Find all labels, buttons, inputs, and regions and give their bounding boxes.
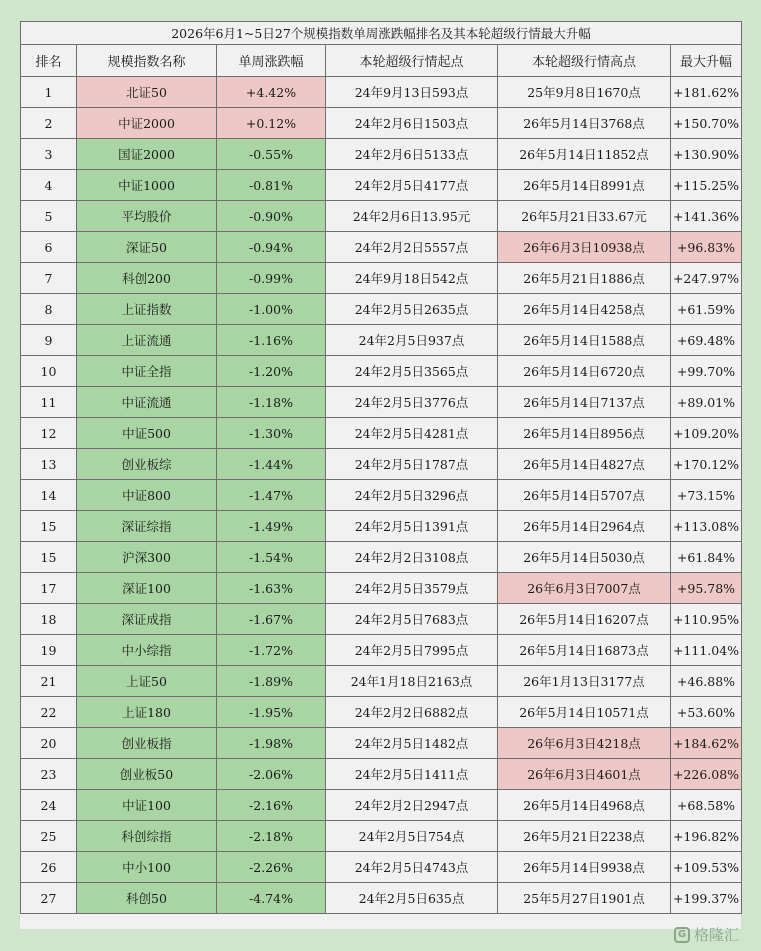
table-row	[21, 542, 742, 573]
cell-weekly-change: -1.98%	[217, 728, 326, 759]
cell-index-name: 国证2000	[77, 139, 217, 170]
cell-rank: 15	[21, 511, 77, 542]
cell-rank: 20	[21, 728, 77, 759]
cell-index-name: 中小综指	[77, 635, 217, 666]
cell-weekly-change: -1.00%	[217, 294, 326, 325]
cell-rally-start: 24年1月18日2163点	[326, 666, 498, 697]
cell-rank: 23	[21, 759, 77, 790]
cell-rank: 4	[21, 170, 77, 201]
cell-rally-high: 26年5月14日16873点	[498, 635, 671, 666]
cell-rally-start: 24年2月2日6882点	[326, 697, 498, 728]
gelonghui-logo-icon: G	[674, 927, 690, 943]
table-row	[21, 573, 742, 604]
cell-weekly-change: -2.18%	[217, 821, 326, 852]
cell-weekly-change: -1.95%	[217, 697, 326, 728]
cell-index-name: 中证1000	[77, 170, 217, 201]
cell-rally-high: 26年6月3日4601点	[498, 759, 671, 790]
cell-weekly-change: -1.30%	[217, 418, 326, 449]
cell-rally-high: 26年5月21日2238点	[498, 821, 671, 852]
cell-max-gain: +150.70%	[671, 108, 742, 139]
cell-max-gain: +110.95%	[671, 604, 742, 635]
table-title-row	[21, 22, 742, 45]
cell-weekly-change: -1.63%	[217, 573, 326, 604]
cell-max-gain: +184.62%	[671, 728, 742, 759]
header-rally-high: 本轮超级行情高点	[498, 45, 671, 77]
cell-max-gain: +113.08%	[671, 511, 742, 542]
cell-rally-start: 24年2月6日13.95元	[326, 201, 498, 232]
cell-weekly-change: -2.16%	[217, 790, 326, 821]
table-row	[21, 263, 742, 294]
cell-rally-high: 26年5月14日5030点	[498, 542, 671, 573]
cell-max-gain: +170.12%	[671, 449, 742, 480]
cell-rally-start: 24年2月2日5557点	[326, 232, 498, 263]
table-row	[21, 728, 742, 759]
cell-rally-high: 26年5月14日10571点	[498, 697, 671, 728]
cell-rank: 10	[21, 356, 77, 387]
cell-rank: 8	[21, 294, 77, 325]
cell-rank: 9	[21, 325, 77, 356]
cell-rally-start: 24年2月5日3579点	[326, 573, 498, 604]
cell-weekly-change: -1.72%	[217, 635, 326, 666]
cell-rank: 14	[21, 480, 77, 511]
cell-rally-start: 24年2月5日4281点	[326, 418, 498, 449]
cell-max-gain: +61.84%	[671, 542, 742, 573]
cell-max-gain: +226.08%	[671, 759, 742, 790]
cell-index-name: 深证成指	[77, 604, 217, 635]
cell-index-name: 中证全指	[77, 356, 217, 387]
table-row	[21, 480, 742, 511]
table-row	[21, 387, 742, 418]
cell-index-name: 上证180	[77, 697, 217, 728]
cell-rank: 17	[21, 573, 77, 604]
cell-index-name: 平均股价	[77, 201, 217, 232]
cell-index-name: 中小100	[77, 852, 217, 883]
cell-max-gain: +69.48%	[671, 325, 742, 356]
table-row	[21, 418, 742, 449]
cell-index-name: 中证100	[77, 790, 217, 821]
cell-index-name: 沪深300	[77, 542, 217, 573]
index-ranking-table	[20, 21, 742, 914]
cell-index-name: 科创200	[77, 263, 217, 294]
cell-rally-start: 24年2月2日2947点	[326, 790, 498, 821]
cell-max-gain: +61.59%	[671, 294, 742, 325]
cell-weekly-change: -1.20%	[217, 356, 326, 387]
cell-rank: 24	[21, 790, 77, 821]
table-row	[21, 170, 742, 201]
cell-rank: 11	[21, 387, 77, 418]
cell-max-gain: +96.83%	[671, 232, 742, 263]
cell-index-name: 深证50	[77, 232, 217, 263]
cell-rank: 18	[21, 604, 77, 635]
cell-rally-high: 26年5月14日8956点	[498, 418, 671, 449]
table-row	[21, 635, 742, 666]
cell-max-gain: +95.78%	[671, 573, 742, 604]
cell-rally-start: 24年2月5日3296点	[326, 480, 498, 511]
cell-rally-high: 26年5月21日1886点	[498, 263, 671, 294]
cell-weekly-change: -0.90%	[217, 201, 326, 232]
cell-weekly-change: -1.47%	[217, 480, 326, 511]
cell-index-name: 科创50	[77, 883, 217, 914]
cell-rally-start: 24年2月5日1411点	[326, 759, 498, 790]
table-row	[21, 232, 742, 263]
cell-rally-high: 26年1月13日3177点	[498, 666, 671, 697]
cell-rank: 27	[21, 883, 77, 914]
cell-max-gain: +68.58%	[671, 790, 742, 821]
cell-weekly-change: -1.67%	[217, 604, 326, 635]
table-row	[21, 821, 742, 852]
cell-index-name: 创业板指	[77, 728, 217, 759]
cell-rank: 1	[21, 77, 77, 108]
cell-max-gain: +89.01%	[671, 387, 742, 418]
cell-rank: 5	[21, 201, 77, 232]
table-row	[21, 759, 742, 790]
cell-index-name: 中证800	[77, 480, 217, 511]
cell-max-gain: +196.82%	[671, 821, 742, 852]
cell-rally-start: 24年2月5日7995点	[326, 635, 498, 666]
cell-rally-high: 26年5月21日33.67元	[498, 201, 671, 232]
cell-max-gain: +199.37%	[671, 883, 742, 914]
cell-rank: 21	[21, 666, 77, 697]
cell-max-gain: +115.25%	[671, 170, 742, 201]
cell-rank: 19	[21, 635, 77, 666]
cell-weekly-change: +4.42%	[217, 77, 326, 108]
cell-rank: 3	[21, 139, 77, 170]
table-row	[21, 852, 742, 883]
cell-rally-high: 26年5月14日6720点	[498, 356, 671, 387]
cell-max-gain: +99.70%	[671, 356, 742, 387]
cell-index-name: 科创综指	[77, 821, 217, 852]
cell-weekly-change: +0.12%	[217, 108, 326, 139]
cell-rank: 7	[21, 263, 77, 294]
cell-rally-start: 24年2月5日3776点	[326, 387, 498, 418]
cell-rally-high: 26年5月14日2964点	[498, 511, 671, 542]
cell-rally-high: 26年6月3日10938点	[498, 232, 671, 263]
cell-rally-high: 26年5月14日4827点	[498, 449, 671, 480]
table-row	[21, 77, 742, 108]
cell-rally-start: 24年2月5日7683点	[326, 604, 498, 635]
cell-rally-high: 26年5月14日4968点	[498, 790, 671, 821]
cell-weekly-change: -2.06%	[217, 759, 326, 790]
header-rank: 排名	[21, 45, 77, 77]
cell-weekly-change: -2.26%	[217, 852, 326, 883]
cell-rally-high: 26年5月14日11852点	[498, 139, 671, 170]
cell-weekly-change: -1.44%	[217, 449, 326, 480]
cell-rally-high: 26年5月14日16207点	[498, 604, 671, 635]
cell-rally-high: 26年6月3日7007点	[498, 573, 671, 604]
cell-rally-high: 26年6月3日4218点	[498, 728, 671, 759]
cell-max-gain: +46.88%	[671, 666, 742, 697]
cell-index-name: 上证指数	[77, 294, 217, 325]
table-header-row	[21, 45, 742, 77]
cell-index-name: 创业板综	[77, 449, 217, 480]
cell-max-gain: +109.53%	[671, 852, 742, 883]
cell-max-gain: +130.90%	[671, 139, 742, 170]
cell-index-name: 深证100	[77, 573, 217, 604]
table-row	[21, 201, 742, 232]
cell-rank: 15	[21, 542, 77, 573]
cell-rank: 2	[21, 108, 77, 139]
table-row	[21, 604, 742, 635]
table-row	[21, 511, 742, 542]
cell-rally-start: 24年2月5日937点	[326, 325, 498, 356]
table-row	[21, 666, 742, 697]
watermark-text: 格隆汇	[693, 926, 739, 944]
cell-rally-high: 26年5月14日9938点	[498, 852, 671, 883]
cell-max-gain: +53.60%	[671, 697, 742, 728]
table-title: 2026年6月1~5日27个规模指数单周涨跌幅排名及其本轮超级行情最大升幅	[21, 22, 742, 45]
cell-rally-start: 24年2月5日635点	[326, 883, 498, 914]
cell-rally-start: 24年2月5日3565点	[326, 356, 498, 387]
cell-rally-start: 24年2月6日1503点	[326, 108, 498, 139]
cell-rally-start: 24年2月5日1391点	[326, 511, 498, 542]
cell-weekly-change: -1.16%	[217, 325, 326, 356]
cell-rally-start: 24年2月5日2635点	[326, 294, 498, 325]
header-weekly-change: 单周涨跌幅	[217, 45, 326, 77]
cell-rally-start: 24年2月5日4743点	[326, 852, 498, 883]
cell-max-gain: +73.15%	[671, 480, 742, 511]
cell-index-name: 创业板50	[77, 759, 217, 790]
cell-rally-high: 26年5月14日4258点	[498, 294, 671, 325]
watermark	[674, 924, 739, 945]
cell-index-name: 中证2000	[77, 108, 217, 139]
cell-rally-high: 26年5月14日8991点	[498, 170, 671, 201]
cell-index-name: 中证500	[77, 418, 217, 449]
cell-weekly-change: -0.94%	[217, 232, 326, 263]
cell-rally-high: 25年9月8日1670点	[498, 77, 671, 108]
cell-max-gain: +141.36%	[671, 201, 742, 232]
header-rally-start: 本轮超级行情起点	[326, 45, 498, 77]
cell-rally-high: 26年5月14日3768点	[498, 108, 671, 139]
cell-weekly-change: -1.49%	[217, 511, 326, 542]
cell-rally-start: 24年2月5日4177点	[326, 170, 498, 201]
table-row	[21, 697, 742, 728]
cell-rally-high: 26年5月14日5707点	[498, 480, 671, 511]
header-max-gain: 最大升幅	[671, 45, 742, 77]
cell-rally-start: 24年9月13日593点	[326, 77, 498, 108]
ranking-table-sheet	[20, 21, 741, 929]
table-row	[21, 449, 742, 480]
cell-rally-start: 24年9月18日542点	[326, 263, 498, 294]
table-row	[21, 356, 742, 387]
cell-max-gain: +109.20%	[671, 418, 742, 449]
cell-rally-start: 24年2月2日3108点	[326, 542, 498, 573]
table-row	[21, 139, 742, 170]
cell-rally-high: 25年5月27日1901点	[498, 883, 671, 914]
cell-weekly-change: -1.89%	[217, 666, 326, 697]
cell-rally-start: 24年2月5日754点	[326, 821, 498, 852]
cell-max-gain: +247.97%	[671, 263, 742, 294]
cell-weekly-change: -0.81%	[217, 170, 326, 201]
cell-rally-start: 24年2月6日5133点	[326, 139, 498, 170]
cell-index-name: 北证50	[77, 77, 217, 108]
cell-rank: 22	[21, 697, 77, 728]
cell-index-name: 中证流通	[77, 387, 217, 418]
cell-weekly-change: -4.74%	[217, 883, 326, 914]
cell-index-name: 上证流通	[77, 325, 217, 356]
cell-rank: 26	[21, 852, 77, 883]
cell-index-name: 上证50	[77, 666, 217, 697]
cell-rank: 6	[21, 232, 77, 263]
cell-rally-high: 26年5月14日7137点	[498, 387, 671, 418]
table-row	[21, 108, 742, 139]
cell-rank: 13	[21, 449, 77, 480]
cell-rally-start: 24年2月5日1787点	[326, 449, 498, 480]
cell-rank: 12	[21, 418, 77, 449]
table-row	[21, 790, 742, 821]
cell-weekly-change: -1.54%	[217, 542, 326, 573]
cell-weekly-change: -1.18%	[217, 387, 326, 418]
cell-index-name: 深证综指	[77, 511, 217, 542]
cell-weekly-change: -0.99%	[217, 263, 326, 294]
table-row	[21, 325, 742, 356]
cell-rally-high: 26年5月14日1588点	[498, 325, 671, 356]
cell-max-gain: +181.62%	[671, 77, 742, 108]
cell-max-gain: +111.04%	[671, 635, 742, 666]
cell-weekly-change: -0.55%	[217, 139, 326, 170]
cell-rank: 25	[21, 821, 77, 852]
table-row	[21, 883, 742, 914]
cell-rally-start: 24年2月5日1482点	[326, 728, 498, 759]
table-row	[21, 294, 742, 325]
header-index-name: 规模指数名称	[77, 45, 217, 77]
